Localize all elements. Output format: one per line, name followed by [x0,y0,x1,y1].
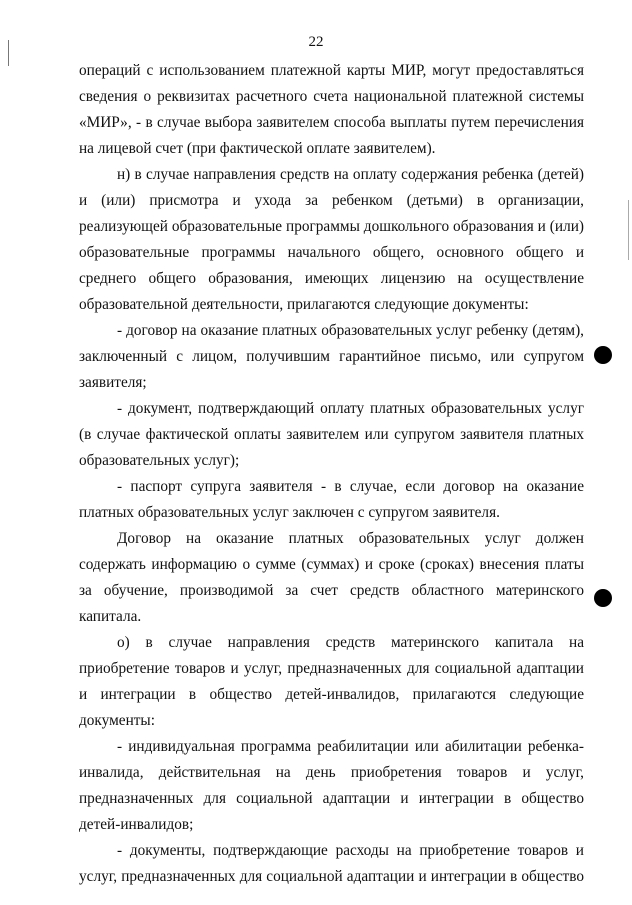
list-item-payment-document: - документ, подтверждающий оплату платных образовательных услуг (в случае фактической оплаты заявителем или супругом заявителя платных образовательных услуг); [79,400,584,469]
list-item-spouse-passport: - паспорт супруга заявителя - в случае, если договор на оказание платных образовательных услуг заключен с супругом заявителя. [79,478,584,521]
paragraph-n: н) в случае направления средств на оплату содержания ребенка (детей) и (или) присмотра и ухода за ребенком (детьми) в организации, реализующей образовательные программы дошкольного образования и (или) образовательные программы начального общего, основного общего и среднего общего образования, имеющих лицензию на осуществление образовательной деятельности, прилагаются следующие документы: [79,166,584,313]
paragraph-o: о) в случае направления средств материнского капитала на приобретение товаров и услуг, предназначенных для социальной адаптации и интеграции в общество детей-инвалидов, прилагаются следующие документы: [79,634,584,729]
list-item-expense-documents: - документы, подтверждающие расходы на приобретение товаров и услуг, предназначенных для социальной адаптации и интеграции в общество [79,842,584,885]
page-body [79,58,584,890]
paragraph-contract-info: Договор на оказание платных образовательных услуг должен содержать информацию о сумме (суммах) и сроке (сроках) внесения платы за обучение, производимой за счет средств областного материнского капитала. [79,530,584,625]
punch-hole-mark-top [594,346,612,364]
punch-hole-mark-bottom [594,589,612,607]
page-number: 22 [308,34,324,50]
scan-edge-mark [8,40,9,66]
list-item-contract: - договор на оказание платных образовательных услуг ребенку (детям), заключенный с лицом, получившим гарантийное письмо, или супругом заявителя; [79,322,584,391]
list-item-rehab-program: - индивидуальная программа реабилитации или абилитации ребенка-инвалида, действительная на день приобретения товаров и услуг, предназначенных для социальной адаптации и интеграции в общество детей-инвалидов; [79,738,584,833]
scan-edge-mark-right [628,200,629,260]
paragraph-continuation: операций с использованием платежной карты МИР, могут предоставляться сведения о реквизитах расчетного счета национальной платежной системы «МИР», - в случае выбора заявителем способа выплаты путем перечисления на лицевой счет (при фактической оплате заявителем). [79,62,584,157]
